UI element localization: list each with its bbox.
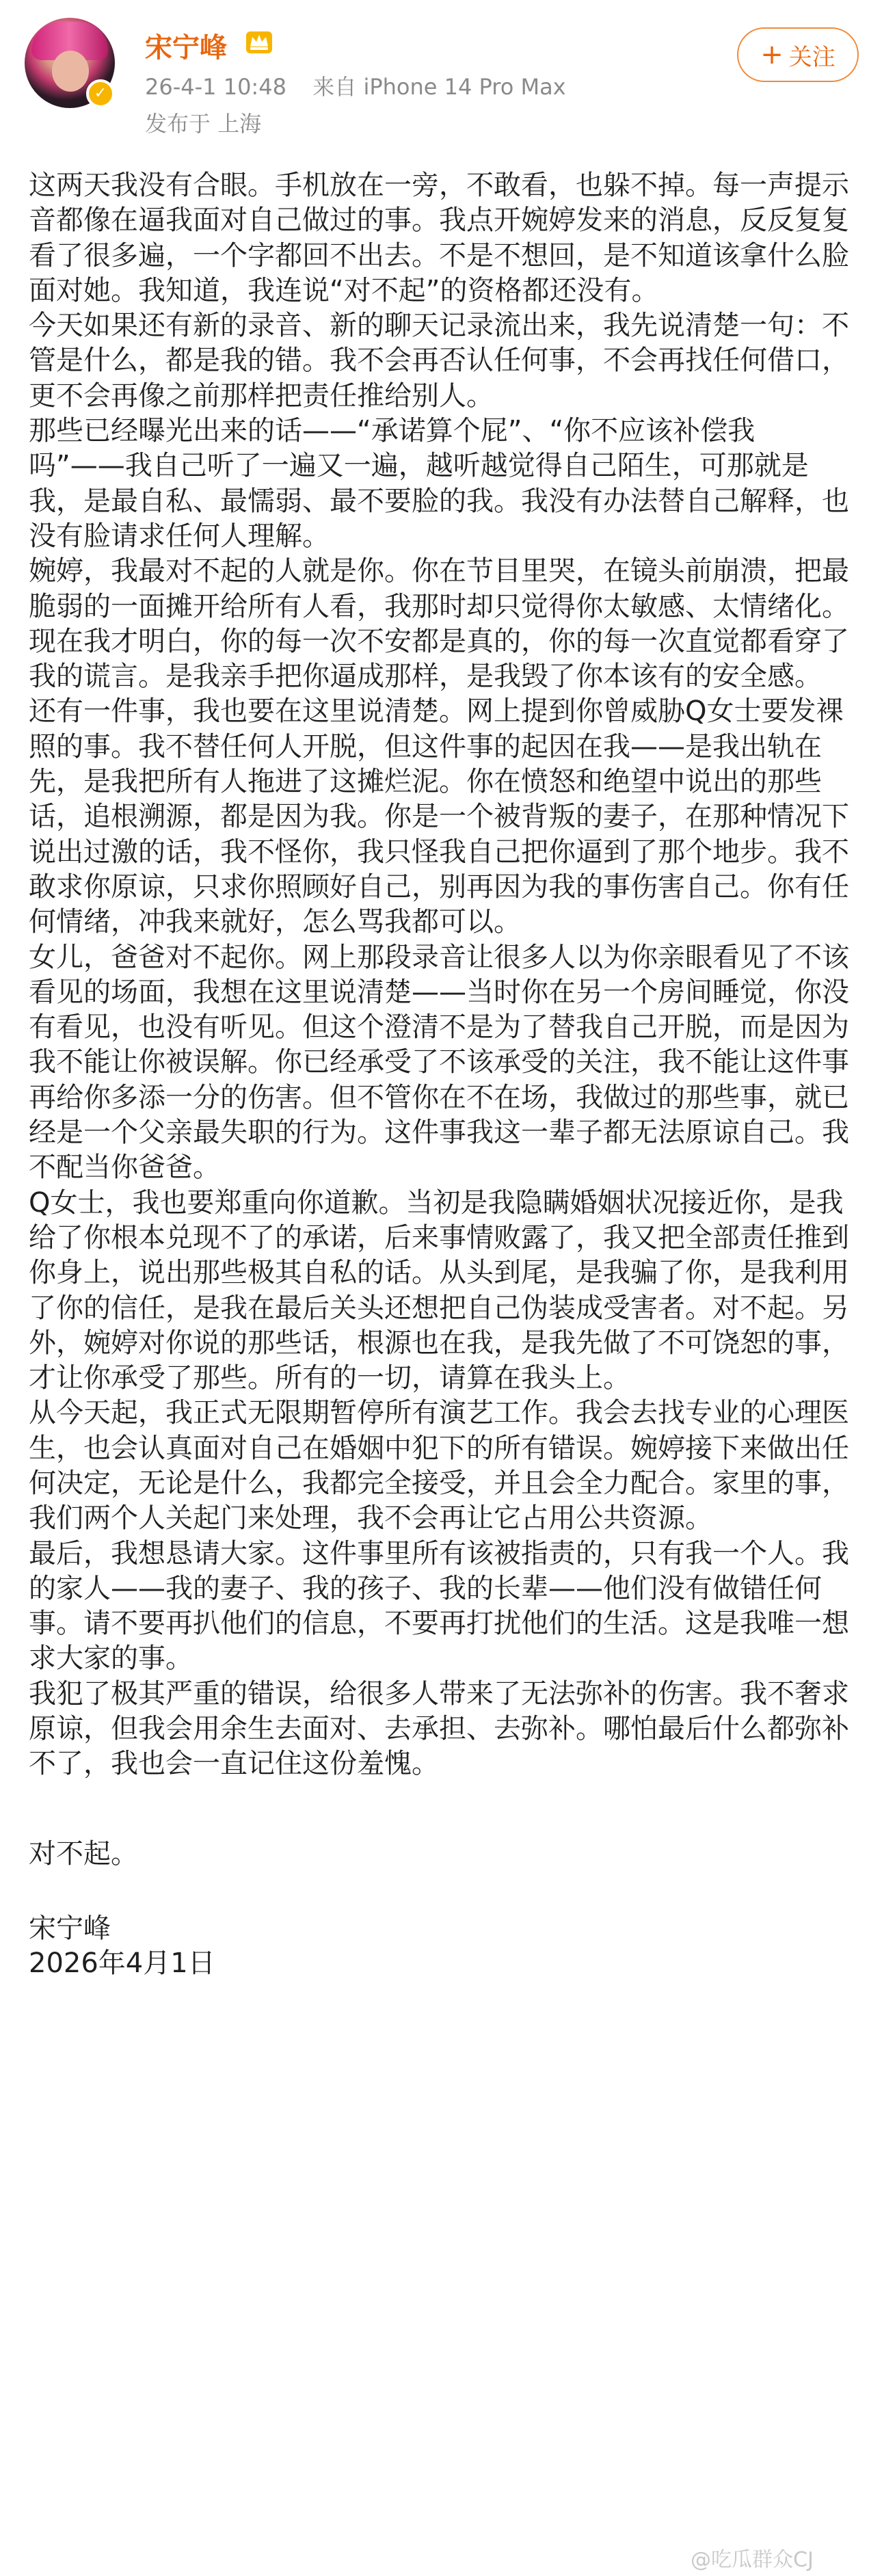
watermark: @吃瓜群众CJ	[691, 2548, 814, 2572]
post-source: 来自 iPhone 14 Pro Max	[312, 74, 566, 100]
closing-line: 对不起。	[29, 1837, 138, 1870]
post-location: 发布于 上海	[145, 111, 262, 137]
signature: 宋宁峰	[29, 1912, 111, 1944]
post-header	[0, 0, 882, 137]
post-time: 26-4-1 10:48	[145, 74, 286, 100]
paragraph: 还有一件事，我也要在这里说清楚。网上提到你曾威胁Q女士要发裸照的事。我不替任何人开脱，但这件事的起因在我——是我出轨在先，是我把所有人拖进了这摊烂泥。你在愤怒和绝望中说出的那些话，追根溯源，都是因为我。你是一个被背叛的妻子，在那种情况下说出过激的话，我不怪你，我只怪我自己把你逼到了那个地步。我不敢求你原谅，只求你照顾好自己，别再因为我的事伤害自己。你有任何情绪，冲我来就好，怎么骂我都可以。	[29, 695, 849, 938]
paragraph: 我犯了极其严重的错误，给很多人带来了无法弥补的伤害。我不奢求原谅，但我会用余生去面对、去承担、去弥补。哪怕最后什么都弥补不了，我也会一直记住这份羞愧。	[29, 1677, 849, 1780]
paragraph: 这两天我没有合眼。手机放在一旁，不敢看，也躲不掉。每一声提示音都像在逼我面对自己做过的事。我点开婉婷发来的消息，反反复复看了很多遍，一个字都回不出去。不是不想回，是不知道该拿什么脸面对她。我知道，我连说“对不起”的资格都还没有。	[29, 170, 849, 306]
signature-date: 2026年4月1日	[29, 1948, 215, 1980]
avatar-face	[52, 51, 89, 92]
post-meta	[145, 70, 566, 101]
verified-icon: ✓	[86, 79, 115, 108]
paragraph: 女儿，爸爸对不起你。网上那段录音让很多人以为你亲眼看见了不该看见的场面，我想在这里说清楚——当时你在另一个房间睡觉，你没有看见，也没有听见。但这个澄清不是为了替我自己开脱，而是因为我不能让你被误解。你已经承受了不该承受的关注，我不能让这件事再给你多添一分的伤害。但不管你在不在场，我做过的那些事，就已经是一个父亲最失职的行为。这件事我这一辈子都无法原谅自己。我不配当你爸爸。	[29, 941, 849, 1184]
follow-button-label: 关注	[788, 43, 836, 71]
post-body	[29, 168, 849, 1982]
paragraph: 婉婷，我最对不起的人就是你。你在节目里哭，在镜头前崩溃，把最脆弱的一面摊开给所有人看，我那时却只觉得你太敏感、太情绪化。现在我才明白，你的每一次不安都是真的，你的每一次直觉都看穿了我的谎言。是我亲手把你逼成那样，是我毁了你本该有的安全感。	[29, 555, 849, 693]
crown-icon	[243, 26, 275, 57]
author-name[interactable]: 宋宁峰	[145, 32, 227, 64]
paragraph: Q女士，我也要郑重向你道歉。当初是我隐瞒婚姻状况接近你，是我给了你根本兑现不了的承诺，后来事情败露了，我又把全部责任推到你身上，说出那些极其自私的话。从头到尾，是我骗了你，是我利用了你的信任，是我在最后关头还想把自己伪装成受害者。对不起。另外，婉婷对你说的那些话，根源也在我，是我先做了不可饶恕的事，才让你承受了那些。所有的一切，请算在我头上。	[29, 1186, 849, 1394]
follow-button[interactable]	[737, 27, 859, 82]
paragraph: 那些已经曝光出来的话——“承诺算个屁”、“你不应该补偿我吗”——我自己听了一遍又一遍，越听越觉得自己陌生，可那就是我，是最自私、最懦弱、最不要脸的我。我没有办法替自己解释，也没有脸请求任何人理解。	[29, 415, 849, 552]
spacer	[29, 1872, 849, 1911]
paragraph: 从今天起，我正式无限期暂停所有演艺工作。我会去找专业的心理医生，也会认真面对自己在婚姻中犯下的所有错误。婉婷接下来做出任何决定，无论是什么，我都完全接受，并且会全力配合。家里的事，我们两个人关起门来处理，我不会再让它占用公共资源。	[29, 1397, 849, 1535]
plus-icon: +	[760, 39, 784, 70]
paragraph: 今天如果还有新的录音、新的聊天记录流出来，我先说清楚一句：不管是什么，都是我的错。我不会再否认任何事，不会再找任何借口，更不会再像之前那样把责任推给别人。	[29, 310, 849, 412]
paragraph: 最后，我想恳请大家。这件事里所有该被指责的，只有我一个人。我的家人——我的妻子、我的孩子、我的长辈——他们没有做错任何事。请不要再扒他们的信息，不要再打扰他们的生活。这是我唯一想求大家的事。	[29, 1537, 849, 1675]
spacer	[29, 1782, 849, 1837]
